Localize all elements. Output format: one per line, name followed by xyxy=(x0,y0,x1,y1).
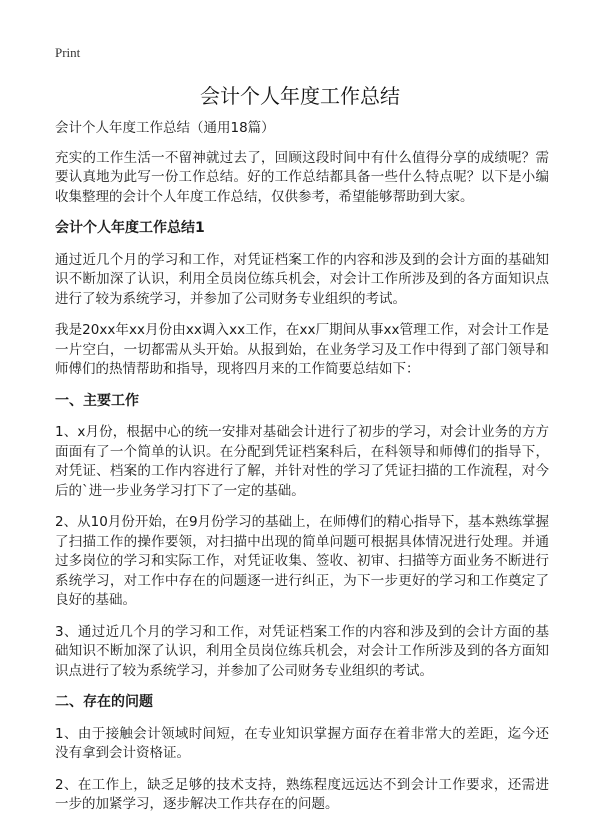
section1-paragraph-1: 通过近几个月的学习和工作，对凭证档案工作的内容和涉及到的会计方面的基础知识不断加深了认识，利用全员岗位练兵机会，对会计工作所涉及到的各方面知识点进行了较为系统学习，并参加了公司财务专业组织的考试。 xyxy=(55,251,549,307)
problems-item-2: 2、在工作上，缺乏足够的技术支持，熟练程度远远达不到会计工作要求，还需进一步的加紧学习，逐步解决工作共存在的问题。 xyxy=(55,776,549,812)
main-work-item-2: 2、从10月份开始，在9月份学习的基础上，在师傅们的精心指导下，基本熟练掌握了扫描工作的操作要领，对扫描中出现的简单问题可根据具体情况进行处理。并通过多岗位的学习和实际工作，对凭证收集、签收、初审、扫描等方面业务不断进行系统学习，对工作中存在的问题逐一进行纠正，为下一步更好的学习和工作奠定了良好的基础。 xyxy=(55,514,549,608)
document-body xyxy=(55,119,549,827)
section-heading-1: 会计个人年度工作总结1 xyxy=(55,220,205,236)
main-work-item-1: 1、x月份，根据中心的统一安排对基础会计进行了初步的学习，对会计业务的方方面面有了一个简单的认识。在分配到凭证档案科后，在科领导和师傅们的指导下，对凭证、档案的工作内容进行了解，并针对性的学习了凭证扫描的工作流程，对今后的`进一步业务学习打下了一定的基础。 xyxy=(55,424,549,499)
intro-paragraph: 充实的工作生活一不留神就过去了，回顾这段时间中有什么值得分享的成绩呢？需要认真地为此写一份工作总结。好的工作总结都具备一些什么特点呢？以下是小编收集整理的会计个人年度工作总结，仅供参考，希望能够帮助到大家。 xyxy=(55,149,549,205)
document-subtitle: 会计个人年度工作总结（通用18篇） xyxy=(55,120,275,136)
main-work-item-3: 3、通过近几个月的学习和工作，对凭证档案工作的内容和涉及到的会计方面的基础知识不断加深了认识，利用全员岗位练兵机会，对会计工作所涉及到的各方面知识点进行了较为系统学习，并参加了公司财务专业组织的考试。 xyxy=(55,623,549,679)
problems-heading: 二、存在的问题 xyxy=(55,694,153,710)
main-work-heading: 一、主要工作 xyxy=(55,392,139,409)
problems-item-1: 1、由于接触会计领域时间短，在专业知识掌握方面存在着非常大的差距，迄今还没有拿到会计资格证。 xyxy=(55,725,549,761)
print-link[interactable]: Print xyxy=(55,45,81,60)
section1-paragraph-2: 我是20xx年xx月份由xx调入xx工作，在xx厂期间从事xx管理工作，对会计工作是一片空白，一切都需从头开始。从报到始，在业务学习及工作中得到了部门领导和师傅们的热情帮助和指导，现将四月来的工作简要总结如下： xyxy=(55,322,549,377)
document-title: 会计个人年度工作总结 xyxy=(200,84,400,108)
